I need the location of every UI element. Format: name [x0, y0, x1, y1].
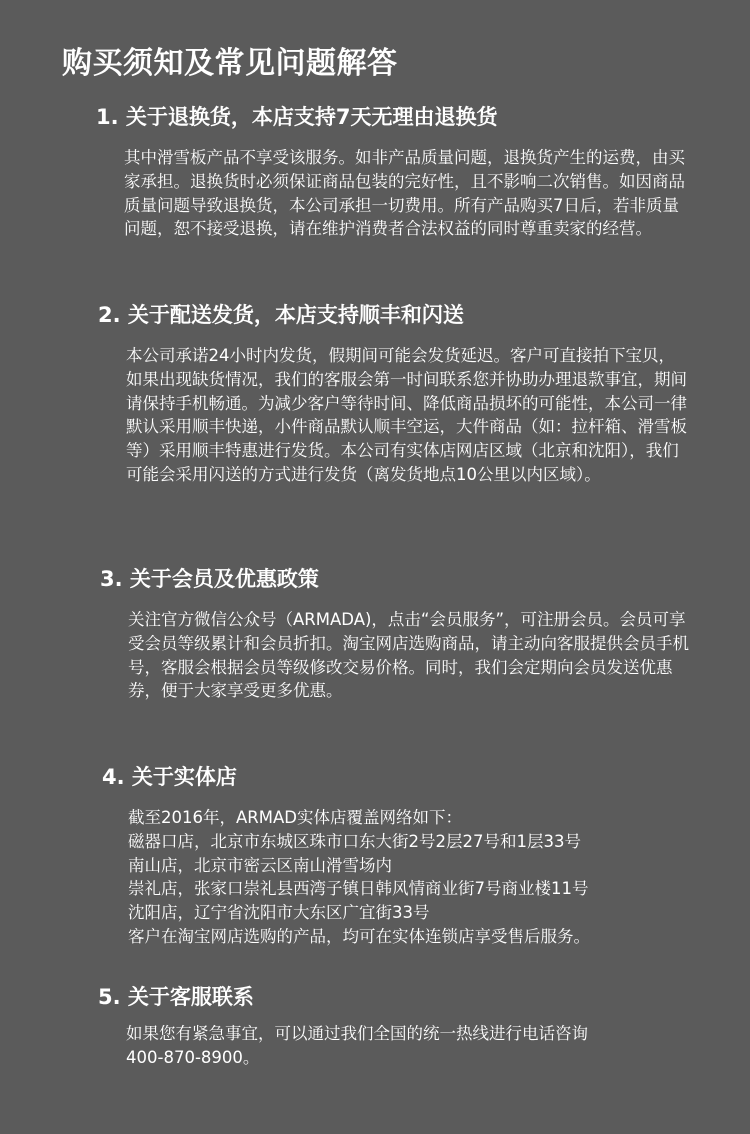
- page-title: 购买须知及常见问题解答: [62, 46, 398, 81]
- store-item: 沈阳店，辽宁省沈阳市大东区广宜街33号: [128, 903, 430, 923]
- section-body: [128, 608, 693, 703]
- section-paragraph: 本公司承诺24小时内发货，假期间可能会发货延迟。客户可直接拍下宝贝，如果出现缺货情况，我们的客服会第一时间联系您并协助办理退款事宜，期间请保持手机畅通。为减少客户等待时间、降低商品损坏的可能性，本公司一律默认采用顺丰快递，小件商品默认顺丰空运，大件商品（如：拉杆箱、滑雪板等）采用顺丰特惠进行发货。本公司有实体店网店区域（北京和沈阳），我们可能会采用闪送的方式进行发货（离发货地点10公里以内区域）。: [126, 346, 687, 484]
- store-intro-line: 截至2016年，ARMAD实体店覆盖网络如下：: [128, 808, 462, 827]
- store-item: 崇礼店，张家口崇礼县西湾子镇日韩风情商业街7号商业楼11号: [128, 879, 589, 899]
- section-paragraph: 关注官方微信公众号（ARMADA)，点击“会员服务”，可注册会员。会员可享受会员等级累计和会员折扣。淘宝网店选购商品，请主动向客服提供会员手机号，客服会根据会员等级修改交易价格。同时，我们会定期向会员发送优惠券，便于大家享受更多优惠。: [128, 610, 689, 701]
- section-heading: 2. 关于配送发货，本店支持顺丰和闪送: [98, 303, 464, 327]
- store-service-note: 客户在淘宝网店选购的产品，均可在实体连锁店享受售后服务。: [128, 926, 590, 946]
- store-item: 南山店，北京市密云区南山滑雪场内: [128, 855, 392, 875]
- section-heading: 1. 关于退换货，本店支持7天无理由退换货: [96, 105, 498, 129]
- store-list: [128, 806, 728, 949]
- section-body: [126, 344, 691, 487]
- section-paragraph: 其中滑雪板产品不享受该服务。如非产品质量问题，退换货产生的运费，由买家承担。退换货时必须保证商品包装的完好性，且不影响二次销售。如因商品质量问题导致退换货，本公司承担一切费用。所有产品购买7日后，若非质量问题，恕不接受退换，请在维护消费者合法权益的同时尊重卖家的经营。: [124, 148, 685, 239]
- section-heading: 5. 关于客服联系: [98, 985, 254, 1009]
- section-heading: 4. 关于实体店: [102, 765, 237, 789]
- hotline-number: 400-870-8900。: [126, 1047, 260, 1067]
- contact-text: 如果您有紧急事宜，可以通过我们全国的统一热线进行电话咨询: [126, 1024, 588, 1043]
- section-heading: 3. 关于会员及优惠政策: [100, 567, 319, 591]
- contact-info: [126, 1022, 726, 1070]
- section-body: [124, 146, 689, 241]
- store-item: 磁器口店，北京市东城区珠市口东大街2号2层27号和1层33号: [128, 831, 581, 851]
